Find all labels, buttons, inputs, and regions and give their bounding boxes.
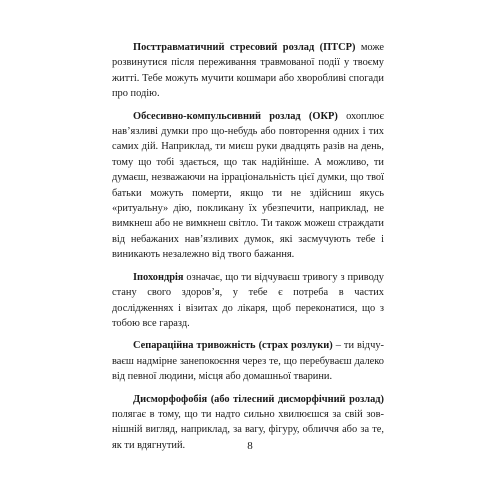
paragraph-separation-anxiety-text: – ти відчуваєш надмірне занепокоєння через те, що перебуваєш далеко від певної людини, місця або домашньої тварини. xyxy=(112,340,384,383)
paragraph-ocd-text: охоплює нав’язливі думки про що-небудь або повторення одних і тих самих дій. Наприклад, ти миєш руки двадцять разів на день, тому що тобі здається, що так надійніше. А можливо, ти думаєш, незважаючи на ірраціональність цієї думки, що твої батьки можуть померти, якщо ти не здійсниш якусь «ритуальну» дію, покликану їх убезпечити, наприклад, не вимкнеш або не вимкнеш світло. Ти також можеш страждати від небажаних нав’язливих думок, які засмучують тебе і виникають незалежно від твого бажання. xyxy=(112,110,385,261)
paragraph-ptsd xyxy=(112,40,384,102)
page-body xyxy=(112,40,384,460)
paragraph-separation-anxiety xyxy=(112,338,384,384)
paragraph-ocd xyxy=(112,109,384,263)
paragraph-hypochondria xyxy=(112,270,384,332)
paragraph-hypochondria-text: означає, що ти відчуваєш тривогу з приводу стану свого здоров’я, у тебе є потреба в частих дослідженнях і візитах до лікаря, щоб переконатися, що з тобою все гаразд. xyxy=(112,271,384,329)
paragraph-ptsd-text: може розвинутися після переживання травмованої події у твоєму житті. Тебе можуть мучити кошмари або хворобливі спогади про подію. xyxy=(112,42,384,100)
paragraph-dysmorphophobia-text: полягає в тому, що ти надто сильно хвилюєшся за свій зовнішній вигляд, наприклад, за вагу, фігуру, обличчя або за те, як ти вдягнутий. xyxy=(112,408,384,451)
term-dysmorphophobia: Дисморфофобія (або тілесний дисморфічний розлад) xyxy=(133,393,384,405)
page-number: 8 xyxy=(247,440,253,452)
term-ptsd: Посттравматичний стресовий розлад (ПТСР) xyxy=(133,42,356,53)
term-ocd: Обсесивно-компульсивний розлад (ОКР) xyxy=(133,110,338,122)
term-separation-anxiety: Сепараційна тривожність (страх розлуки) xyxy=(133,340,333,352)
term-hypochondria: Іпохондрія xyxy=(133,271,184,283)
